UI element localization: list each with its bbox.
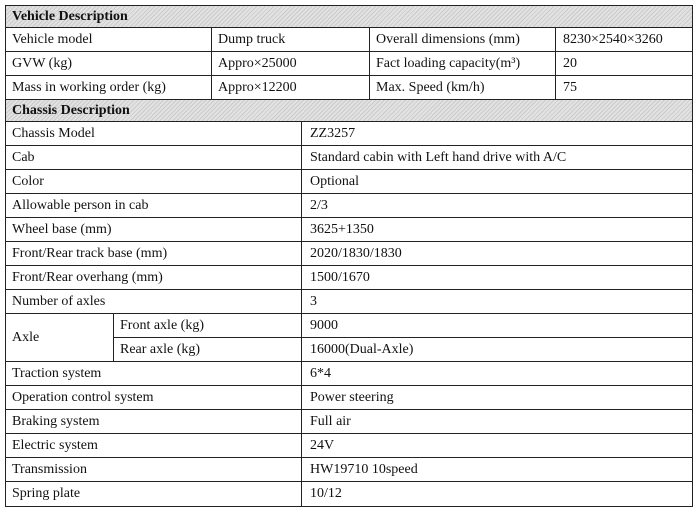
spec-value: HW19710 10speed: [310, 462, 418, 477]
spec-label: Spring plate: [6, 482, 302, 506]
spec-value: 3: [310, 294, 317, 309]
table-row: [6, 146, 692, 170]
spec-value: 2020/1830/1830: [310, 246, 402, 261]
table-row: [6, 434, 692, 458]
spec-value: 24V: [310, 438, 335, 453]
table-cell: GVW (kg): [6, 52, 212, 75]
section-header-vehicle: Vehicle Description: [6, 6, 692, 28]
spec-label: Allowable person in cab: [6, 194, 302, 217]
spec-label: Front/Rear track base (mm): [6, 242, 302, 265]
table-cell: Overall dimensions (mm): [370, 28, 556, 51]
table-row: [6, 218, 692, 242]
table-row: [6, 362, 692, 386]
table-cell: Fact loading capacity(m³): [370, 52, 556, 75]
table-row: [6, 386, 692, 410]
spec-value: 10/12: [310, 486, 342, 501]
table-row: [6, 76, 692, 100]
spec-table: [5, 5, 693, 507]
table-row: [6, 242, 692, 266]
table-cell: Appro×12200: [212, 76, 370, 99]
table-cell: Appro×25000: [212, 52, 370, 75]
table-row: [114, 314, 692, 338]
axle-row-group: [6, 314, 692, 362]
spec-label: Braking system: [6, 410, 302, 433]
spec-label: Electric system: [6, 434, 302, 457]
spec-value: 9000: [310, 318, 338, 333]
spec-value: ZZ3257: [310, 126, 356, 141]
spec-label: Front axle (kg): [114, 314, 302, 337]
table-row: [6, 122, 692, 146]
spec-label: Rear axle (kg): [114, 338, 302, 361]
spec-label: Wheel base (mm): [6, 218, 302, 241]
table-cell: 8230×2540×3260: [563, 32, 663, 47]
table-cell: Mass in working order (kg): [6, 76, 212, 99]
spec-value: Optional: [310, 174, 359, 189]
spec-value: Full air: [310, 414, 351, 429]
section-header-chassis: Chassis Description: [6, 100, 692, 122]
table-cell: Max. Speed (km/h): [370, 76, 556, 99]
spec-label: Cab: [6, 146, 302, 169]
table-cell: Dump truck: [212, 28, 370, 51]
spec-label: Traction system: [6, 362, 302, 385]
spec-label: Transmission: [6, 458, 302, 481]
table-row: [6, 410, 692, 434]
spec-value: Power steering: [310, 390, 394, 405]
spec-label: Front/Rear overhang (mm): [6, 266, 302, 289]
spec-value: 16000(Dual-Axle): [310, 342, 414, 357]
table-row: [6, 28, 692, 52]
table-row: [6, 170, 692, 194]
table-row: [6, 290, 692, 314]
axle-label: Axle: [6, 314, 114, 361]
table-cell: 75: [563, 80, 577, 95]
spec-value: 6*4: [310, 366, 331, 381]
spec-label: Chassis Model: [6, 122, 302, 145]
table-row: [6, 458, 692, 482]
table-row: [114, 338, 692, 361]
spec-value: 3625+1350: [310, 222, 374, 237]
table-row: [6, 266, 692, 290]
table-cell: 20: [563, 56, 577, 71]
table-row: [6, 482, 692, 506]
spec-label: Number of axles: [6, 290, 302, 313]
table-cell: Vehicle model: [6, 28, 212, 51]
spec-value: 1500/1670: [310, 270, 370, 285]
spec-label: Operation control system: [6, 386, 302, 409]
spec-value: Standard cabin with Left hand drive with A/C: [310, 150, 567, 165]
table-row: [6, 194, 692, 218]
table-row: [6, 52, 692, 76]
spec-value: 2/3: [310, 198, 328, 213]
spec-label: Color: [6, 170, 302, 193]
